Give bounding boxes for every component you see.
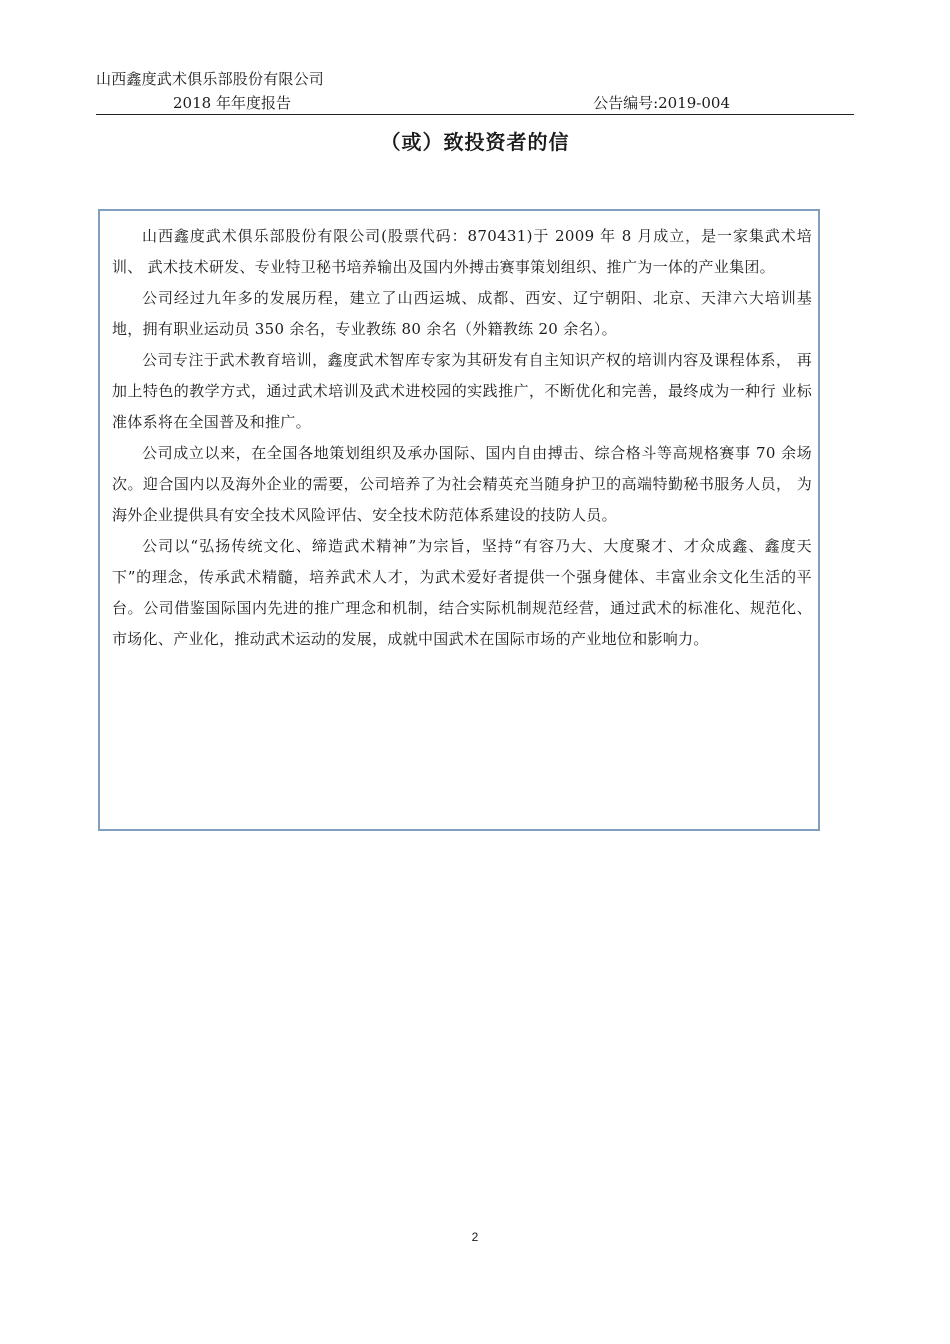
letter-body	[112, 221, 812, 655]
letter-paragraph-1: 山西鑫度武术俱乐部股份有限公司(股票代码：870431)于 2009 年 8 月成立，是一家集武术培训、 武术技术研发、专业特卫秘书培养输出及国内外搏击赛事策划组织、推广为一体的产业集团。	[112, 227, 812, 276]
letter-paragraph-4: 公司成立以来，在全国各地策划组织及承办国际、国内自由搏击、综合格斗等高规格赛事 70 余场次。迎合国内以及海外企业的需要，公司培养了为社会精英充当随身护卫的高端特勤秘书服务人员， 为海外企业提供具有安全技术风险评估、安全技术防范体系建设的技防人员。	[112, 444, 812, 524]
notice-number: 公告编号:2019-004	[593, 94, 730, 112]
company-name: 山西鑫度武术俱乐部股份有限公司	[96, 70, 325, 88]
section-title: （或）致投资者的信	[380, 130, 570, 154]
report-title: 2018 年年度报告	[173, 94, 291, 112]
page-header	[96, 66, 854, 115]
letter-paragraph-3: 公司专注于武术教育培训，鑫度武术智库专家为其研发有自主知识产权的培训内容及课程体系， 再加上特色的教学方式，通过武术培训及武术进校园的实践推广，不断优化和完善，最终成为一种行 业标准体系将在全国普及和推广。	[112, 351, 812, 431]
page-number: 2	[471, 1230, 479, 1244]
letter-paragraph-5: 公司以“弘扬传统文化、缔造武术精神”为宗旨，坚持“有容乃大、大度聚才、才众成鑫、鑫度天下”的理念，传承武术精髓，培养武术人才，为武术爱好者提供一个强身健体、丰富业余文化生活的平台。公司借鉴国际国内先进的推广理念和机制，结合实际机制规范经营，通过武术的标准化、规范化、市场化、产业化，推动武术运动的发展，成就中国武术在国际市场的产业地位和影响力。	[112, 537, 812, 648]
letter-box	[98, 209, 820, 831]
letter-paragraph-2: 公司经过九年多的发展历程，建立了山西运城、成都、西安、辽宁朝阳、北京、天津六大培训基 地，拥有职业运动员 350 余名，专业教练 80 余名（外籍教练 20 余名）。	[112, 289, 812, 338]
